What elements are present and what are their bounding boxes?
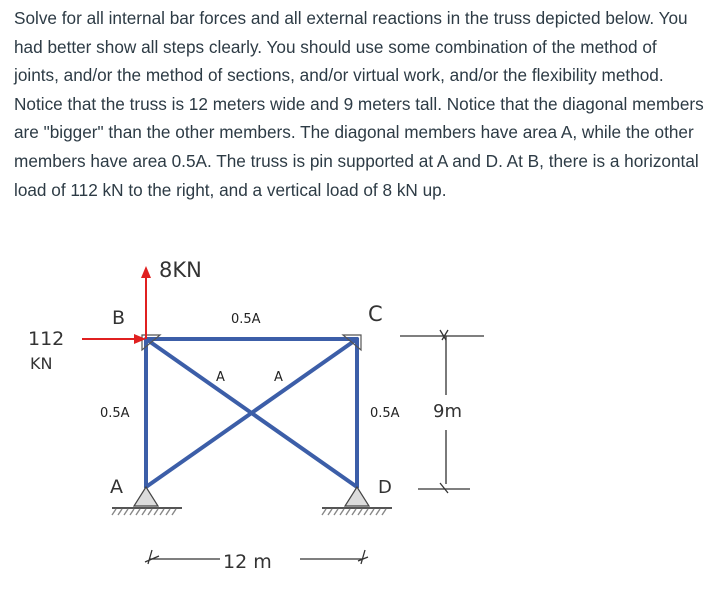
width-dimension-label: 12 m (223, 551, 272, 573)
load-horizontal-value: 112 (28, 328, 65, 350)
node-label-b: B (112, 307, 126, 329)
area-label-right: 0.5A (370, 406, 400, 421)
area-label-top: 0.5A (231, 312, 261, 327)
area-label-diagonal-2: A (274, 370, 283, 385)
area-label-diagonal-1: A (216, 370, 225, 385)
problem-text: Solve for all internal bar forces and all external reactions in the truss depicted below. You had better show all steps clearly. You should use some combination of the method of joints, and/or the method of sections, and/or virtual work, and/or the flexibility method. Notice that the truss is 12 meters wide and 9 meters tall. Notice that the diagonal members are "bigger" than the other members. The diagonal members have area A, while the other members have area 0.5A. The truss is pin supported at A and D. At B, there is a horizontal load of 112 kN to the right, and a vertical load of 8 kN up. (14, 8, 704, 200)
height-dimension-label: 9m (433, 401, 462, 422)
node-label-d: D (378, 477, 392, 498)
load-horizontal-arrow (82, 334, 146, 344)
load-horizontal-unit: KN (30, 354, 53, 373)
load-vertical-label: 8KN (159, 258, 202, 282)
node-label-c: C (368, 302, 383, 326)
truss-members (146, 339, 357, 487)
node-label-a: A (110, 476, 123, 498)
area-label-left: 0.5A (100, 406, 130, 421)
load-vertical-arrow (141, 266, 151, 339)
